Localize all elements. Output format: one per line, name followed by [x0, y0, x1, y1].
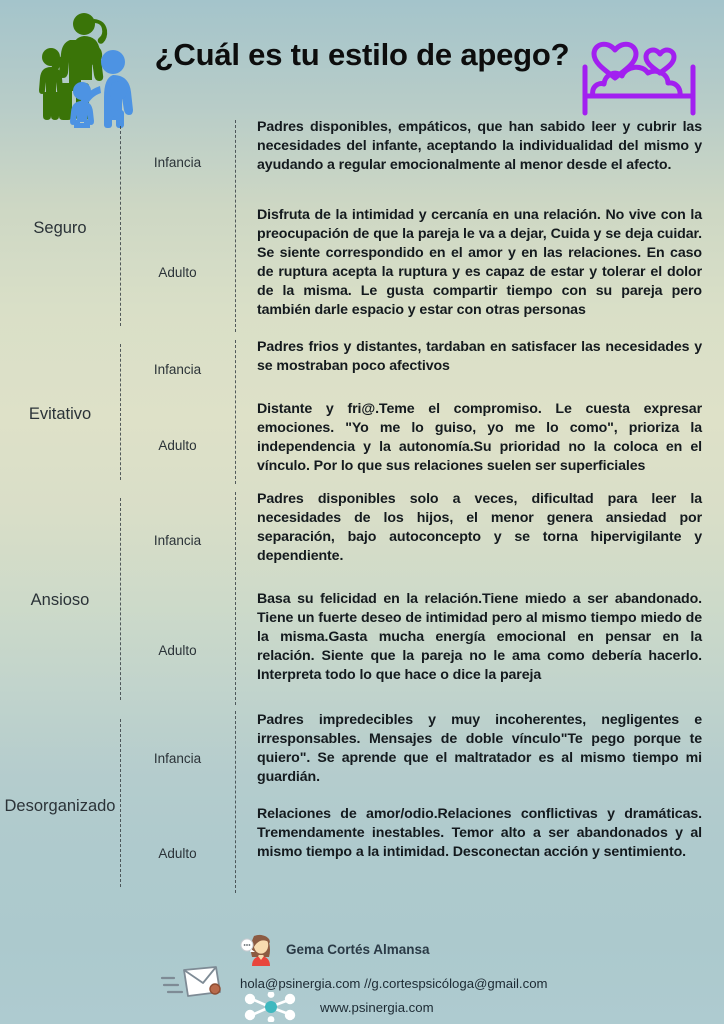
footer: [0, 924, 724, 1024]
mail-icon: [160, 964, 230, 1002]
description-text: Distante y fri@.Teme el compromiso. Le cuesta expresar emociones. "Yo me lo guiso, yo me lo como", prioriza la independencia y la autonomía.Su prioridad no la coloca en el vínculo. Por lo que sus relaciones suelen ser superficiales: [257, 401, 702, 475]
style-group-evitativo: [0, 338, 724, 490]
description-text: Padres frios y distantes, tardaban en satisfacer las necesidades y se mostraban poco afectivos: [257, 339, 702, 375]
style-label-evitativo: Evitativo: [28, 404, 92, 423]
style-group-ansioso: [0, 490, 724, 711]
table-row: [120, 590, 724, 711]
page-title: ¿Cuál es tu estilo de apego?: [154, 36, 570, 72]
divider-style-age: [120, 344, 121, 480]
age-label: Infancia: [153, 532, 202, 548]
style-label-desorganizado: Desorganizado: [4, 796, 116, 815]
divider-style-age: [120, 126, 121, 326]
table-row: [120, 118, 724, 206]
avatar-icon: [240, 932, 276, 966]
divider-style-age: [120, 498, 121, 700]
style-label-seguro: Seguro: [33, 218, 87, 237]
divider-style-age: [120, 719, 121, 887]
divider-age-text: [235, 492, 236, 705]
age-label: Infancia: [153, 750, 202, 766]
divider-age-text: [235, 340, 236, 484]
table-row: [120, 805, 724, 901]
description-text: Padres disponibles solo a veces, dificultad para leer la necesidades de los hijos, el menor genera ansiedad por separación, bajo autoconcepto y se torna hipervigilante y dependiente.: [257, 491, 702, 565]
table-row: [120, 711, 724, 805]
age-label: Adulto: [158, 264, 197, 280]
style-group-desorganizado: [0, 711, 724, 901]
table-row: [120, 206, 724, 338]
attachment-styles-table: [0, 118, 724, 901]
divider-age-text: [235, 711, 236, 893]
footer-website: www.psinergia.com: [320, 999, 434, 1015]
description-text: Basa su felicidad en la relación.Tiene miedo a ser abandonado. Tiene un fuerte deseo de intimidad pero al mismo tiempo miedo de la misma.Gasta mucha energía emocional en pensar en la relación. Siente que la pareja no le ama como debería hacerlo. Interpreta todo lo que hace o dice la pareja: [257, 591, 702, 684]
style-group-seguro: [0, 118, 724, 338]
table-row: [120, 400, 724, 490]
description-text: Disfruta de la intimidad y cercanía en una relación. No vive con la preocupación de que la pareja le va a dejar, Cuida y se deja cuidar. Se siente correspondido en el amor y en las relaciones. En caso de ruptura acepta la ruptura y es capaz de estar y tolerar el dolor de la misma. Le gusta compartir tiempo con su pareja pero también darle espacio y estar con otras personas: [257, 207, 702, 319]
description-text: Padres impredecibles y muy incoherentes, negligentes e irresponsables. Mensajes de doble vínculo"Te pego porque te quiero". Se aprende que el maltratador es al mismo tiempo mi guardián.: [257, 712, 702, 786]
network-icon: [240, 992, 302, 1022]
age-label: Infancia: [153, 154, 202, 170]
bed-with-hearts-icon: [568, 18, 710, 118]
divider-age-text: [235, 120, 236, 332]
table-row: [120, 338, 724, 400]
description-text: Padres disponibles, empáticos, que han sabido leer y cubrir las necesidades del infante, aceptando la individualidad del mismo y ayudando a regular emocionalmente al menor desde el afecto.: [257, 119, 702, 174]
description-text: Relaciones de amor/odio.Relaciones conflictivas y dramáticas. Tremendamente inestables. Temor alto a ser abandonados y al mismo tiempo a la intimidad. Desconectan acción y sentimiento.: [257, 806, 702, 861]
footer-emails: hola@psinergia.com //g.cortespsicóloga@gmail.com: [240, 975, 548, 991]
header: [0, 0, 724, 118]
age-label: Adulto: [158, 437, 197, 453]
table-row: [120, 490, 724, 590]
age-label: Adulto: [158, 643, 197, 658]
footer-author-name: Gema Cortés Almansa: [286, 941, 430, 957]
footer-website-row: [240, 992, 434, 1022]
age-label: Infancia: [153, 361, 202, 377]
age-label: Adulto: [158, 845, 197, 861]
style-label-ansioso: Ansioso: [30, 591, 90, 610]
footer-author-row: [240, 932, 430, 966]
family-icon: [24, 10, 146, 128]
